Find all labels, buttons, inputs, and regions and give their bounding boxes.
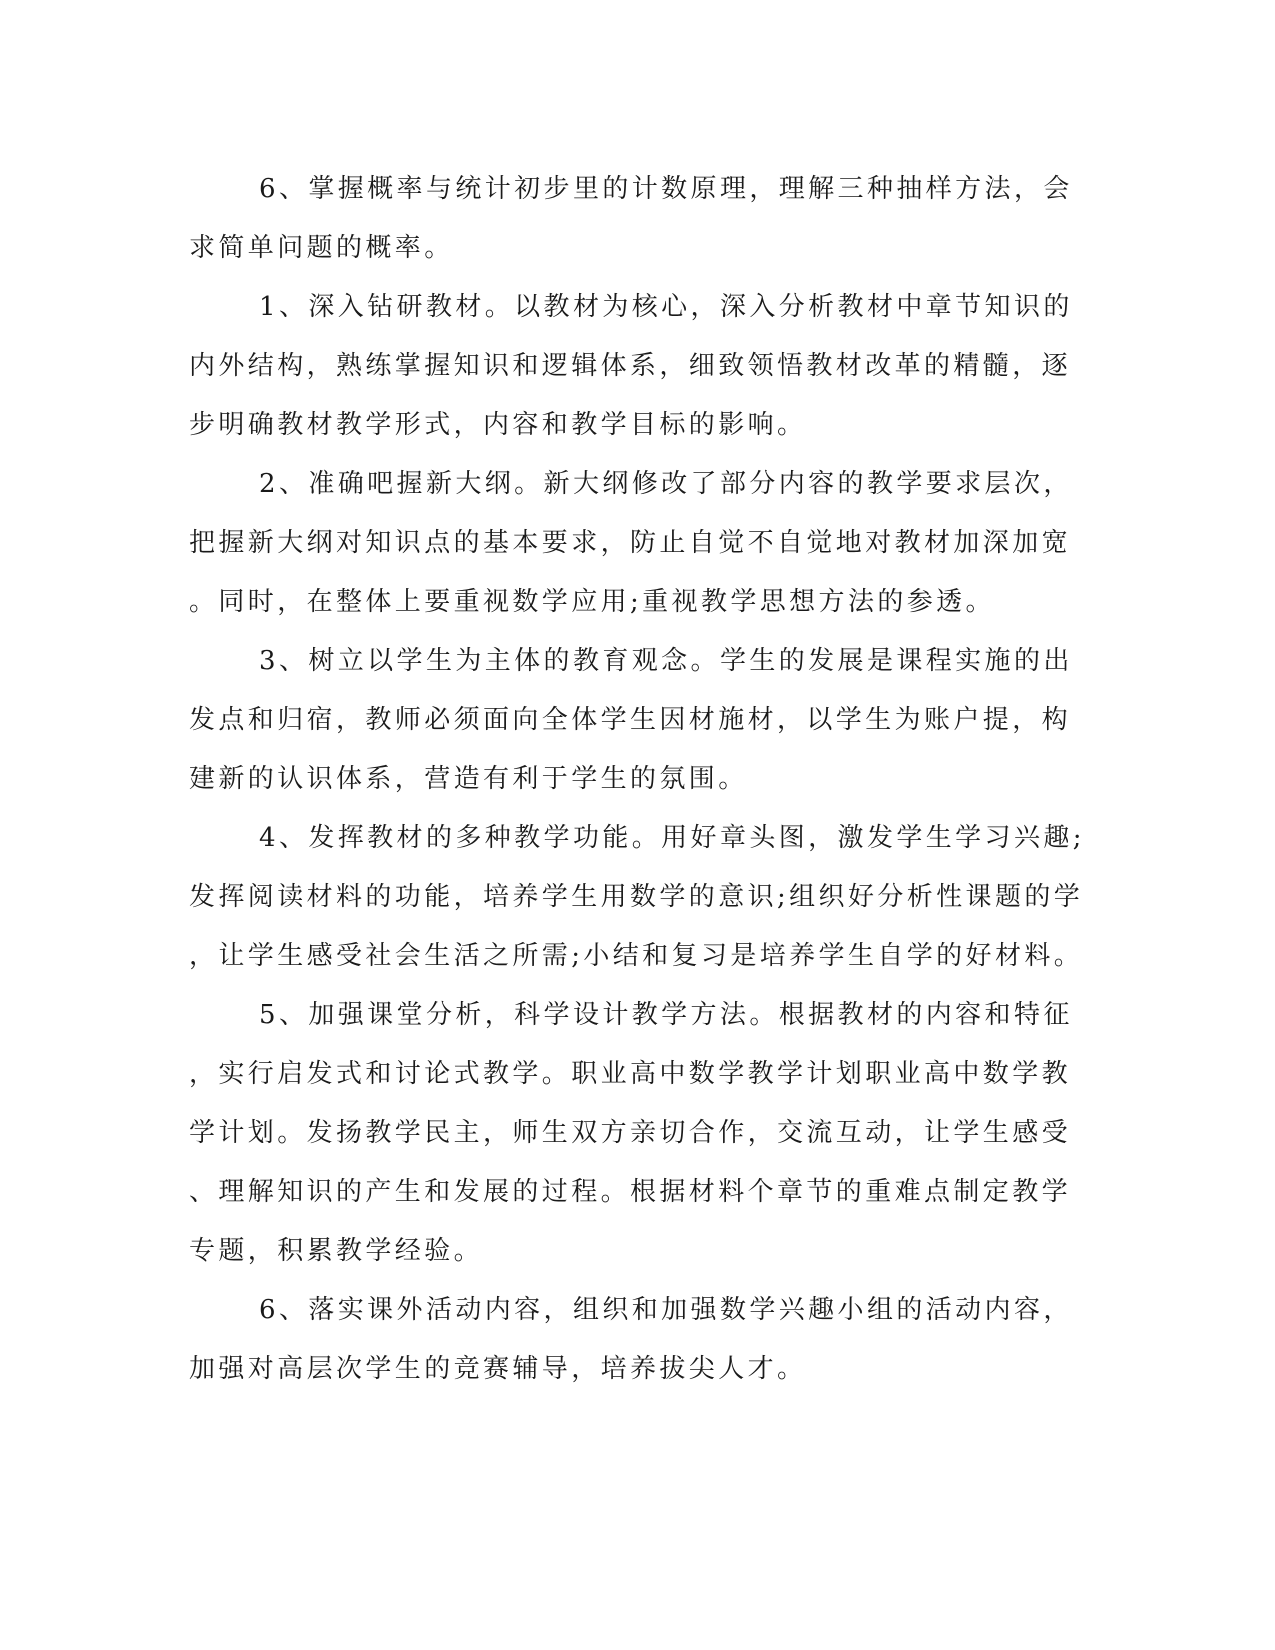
text-line: 把握新大纲对知识点的基本要求，防止自觉不自觉地对教材加深加宽: [189, 528, 1072, 558]
text-line: 6、落实课外活动内容，组织和加强数学兴趣小组的活动内容，: [259, 1295, 1073, 1325]
paragraph-new-syllabus: [189, 455, 1073, 632]
text-line: 步明确教材教学形式，内容和教学目标的影响。: [189, 410, 807, 440]
text-line: 4、发挥教材的多种教学功能。用好章头图，激发学生学习兴趣;: [259, 823, 1085, 853]
paragraph-extracurricular: [189, 1281, 1073, 1399]
paragraph-study-textbook: [189, 278, 1073, 455]
text-line: 2、准确吧握新大纲。新大纲修改了部分内容的教学要求层次，: [259, 469, 1073, 499]
text-line: 5、加强课堂分析，科学设计教学方法。根据教材的内容和特征: [259, 1000, 1073, 1030]
text-line: 专题，积累教学经验。: [189, 1236, 484, 1266]
text-line: 发点和归宿，教师必须面向全体学生因材施材，以学生为账户提，构: [189, 705, 1072, 735]
text-line: ，让学生感受社会生活之所需;小结和复习是培养学生自学的好材料。: [189, 941, 1084, 971]
text-line: 、理解知识的产生和发展的过程。根据材料个章节的重难点制定教学: [189, 1177, 1072, 1207]
paragraph-student-centered: [189, 632, 1073, 809]
text-line: 学计划。发扬教学民主，师生双方亲切合作，交流互动，让学生感受: [189, 1118, 1072, 1148]
text-line: 3、树立以学生为主体的教育观念。学生的发展是课程实施的出: [259, 646, 1073, 676]
text-line: 求简单问题的概率。: [189, 233, 454, 263]
text-line: 建新的认识体系，营造有利于学生的氛围。: [189, 764, 748, 794]
document-body: [189, 160, 1085, 1399]
text-line: 。同时，在整体上要重视数学应用;重视教学思想方法的参透。: [189, 587, 995, 617]
text-line: 内外结构，熟练掌握知识和逻辑体系，细致领悟教材改革的精髓，逐: [189, 351, 1072, 381]
paragraph-textbook-functions: [189, 809, 1085, 986]
text-line: 发挥阅读材料的功能，培养学生用数学的意识;组织好分析性课题的学: [189, 882, 1084, 912]
text-line: ，实行启发式和讨论式教学。职业高中数学教学计划职业高中数学教: [189, 1059, 1072, 1089]
text-line: 6、掌握概率与统计初步里的计数原理，理解三种抽样方法，会: [259, 174, 1073, 204]
text-line: 1、深入钻研教材。以教材为核心，深入分析教材中章节知识的: [259, 292, 1073, 322]
paragraph-classroom-analysis: [189, 986, 1073, 1281]
paragraph-probability-goal: [189, 160, 1073, 278]
text-line: 加强对高层次学生的竞赛辅导，培养拔尖人才。: [189, 1354, 807, 1384]
